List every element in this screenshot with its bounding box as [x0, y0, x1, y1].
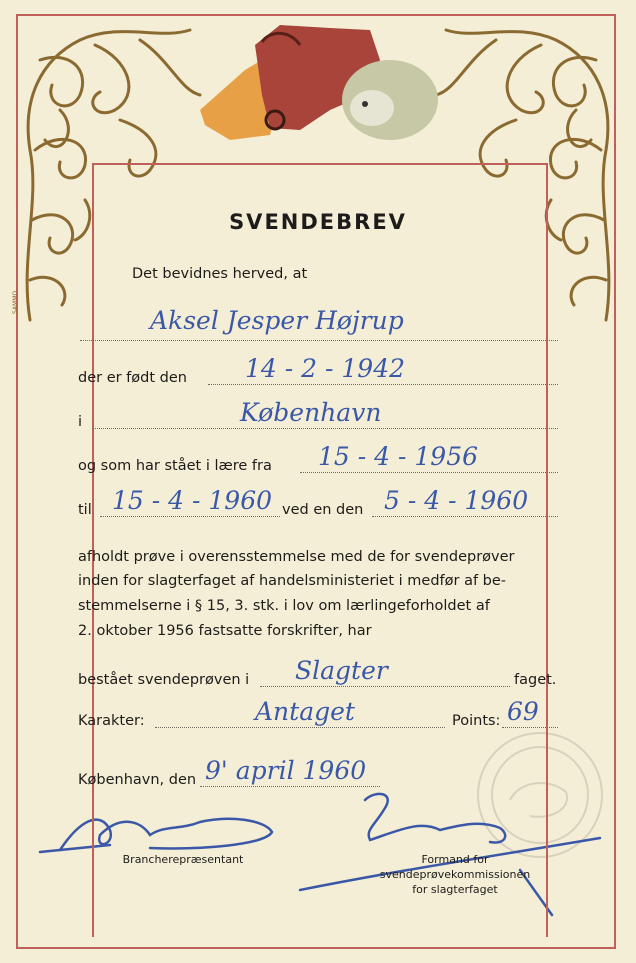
to-value: 15 - 4 - 1960 — [112, 486, 273, 515]
to-label: til — [78, 502, 92, 518]
grade-label: Karakter: — [78, 713, 145, 729]
right-signature-label-3: for slagterfaget — [412, 883, 498, 896]
place-date-label: København, den — [78, 772, 197, 788]
body-line-3: stemmelserne i § 15, 3. stk. i lov om lærlingeforholdet af — [78, 598, 490, 614]
born-line — [208, 384, 558, 385]
artist-credit: SAMMO — [12, 290, 19, 314]
points-line — [502, 727, 558, 728]
points-value: 69 — [507, 697, 539, 726]
place-line — [92, 428, 558, 429]
name-value: Aksel Jesper Højrup — [150, 306, 404, 335]
place-date-line — [200, 786, 380, 787]
to-line — [100, 516, 280, 517]
right-signature-label-2: svendeprøvekommissionen — [379, 868, 531, 881]
place-value: København — [240, 398, 382, 427]
born-label: der er født den — [78, 370, 187, 386]
trade-line — [260, 686, 510, 687]
body-line-1: afholdt prøve i overensstemmelse med de for svendeprøver — [78, 549, 515, 565]
born-value: 14 - 2 - 1942 — [245, 354, 406, 383]
trade-suffix: faget. — [514, 672, 557, 688]
exam-date-label: ved en den — [282, 502, 364, 518]
certificate-title: SVENDEBREV — [229, 210, 407, 234]
place-date-value: 9' april 1960 — [205, 756, 367, 785]
name-line — [80, 340, 558, 341]
exam-date-line — [372, 516, 558, 517]
trade-value: Slagter — [295, 656, 388, 685]
exam-date-value: 5 - 4 - 1960 — [384, 486, 529, 515]
livestock-heads-icon — [200, 25, 438, 140]
points-label: Points: — [452, 713, 501, 729]
apprentice-from-line — [300, 472, 558, 473]
right-signature-label-1: Formand for — [421, 853, 489, 866]
trade-label: bestået svendeprøven i — [78, 672, 250, 688]
grade-value: Antaget — [255, 697, 355, 726]
body-line-4: 2. oktober 1956 fastsatte forskrifter, har — [78, 623, 372, 639]
apprentice-from-label: og som har stået i lære fra — [78, 458, 272, 474]
apprentice-from-value: 15 - 4 - 1956 — [318, 442, 479, 471]
left-signature-label: Brancherepræsentant — [122, 853, 244, 866]
body-line-2: inden for slagterfaget af handelsministeriet i medfør af be- — [78, 573, 507, 589]
place-label: i — [78, 414, 83, 430]
grade-line — [155, 727, 445, 728]
intro-text: Det bevidnes herved, at — [132, 266, 308, 282]
